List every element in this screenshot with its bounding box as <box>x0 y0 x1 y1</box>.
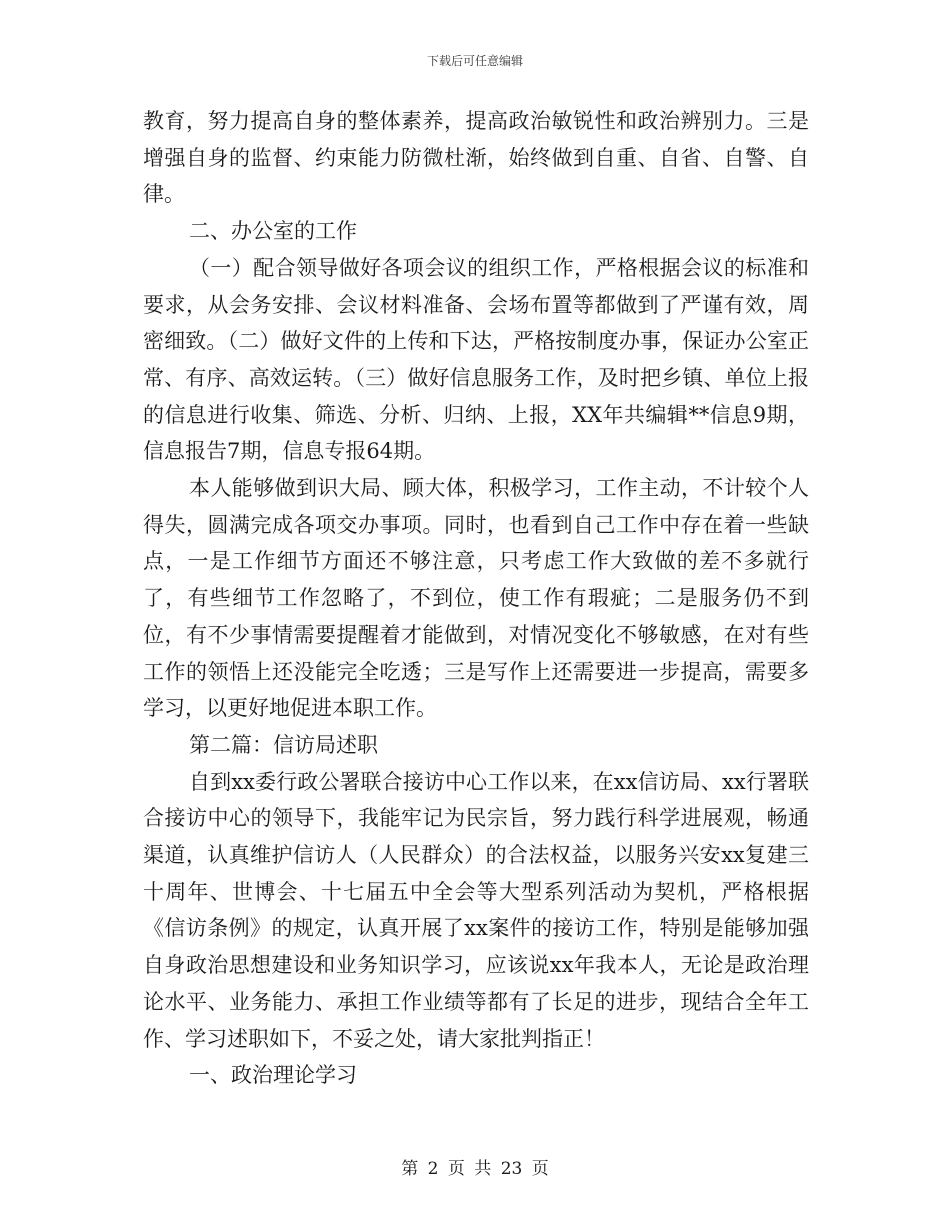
paragraph-office-duties: （一）配合领导做好各项会议的组织工作，严格根据会议的标准和要求，从会务安排、会议材料准备、会场布置等都做到了严谨有效，周密细致。（二）做好文件的上传和下达，严格按制度办事，保证办公室正常、有序、高效运转。（三）做好信息服务工作，及时把乡镇、单位上报的信息进行收集、筛选、分析、归纳、上报，XX年共编辑**信息9期，信息报告7期，信息专报64期。 <box>143 255 809 464</box>
page-header: 下载后可任意编辑 <box>426 54 523 68</box>
paragraph-self-assessment: 本人能够做到识大局、顾大体，积极学习，工作主动，不计较个人得失，圆满完成各项交办事项。同时，也看到自己工作中存在着一些缺点，一是工作细节方面还不够注意，只考虑工作大致做的差不多就行了，有些细节工作忽略了，不到位，使工作有瑕疵；二是服务仍不到位，有不少事情需要提醒着才能做到，对情况变化不够敏感，在对有些工作的领悟上还没能完全吃透；三是写作上还需要进一步提高，需要多学习，以更好地促进本职工作。 <box>143 476 809 721</box>
page-footer: 第 2 页 共 23 页 <box>401 1159 549 1179</box>
chapter-heading-second: 第二篇：信访局述职 <box>189 732 378 757</box>
document-body <box>143 103 809 1094</box>
paragraph-petition-intro: 自到xx委行政公署联合接访中心工作以来，在xx信访局、xx行署联合接访中心的领导下，我能牢记为民宗旨，努力践行科学进展观，畅通渠道，认真维护信访人（人民群众）的合法权益，以服务兴安xx复建三十周年、世博会、十七届五中全会等大型系列活动为契机，严格根据《信访条例》的规定，认真开展了xx案件的接访工作，特别是能够加强自身政治思想建设和业务知识学习，应该说xx年我本人，无论是政治理论水平、业务能力、承担工作业绩等都有了长足的进步，现结合全年工作、学习述职如下，不妥之处，请大家批判指正！ <box>143 769 809 1051</box>
section-heading-political-study: 一、政治理论学习 <box>189 1063 357 1088</box>
section-heading-office-work: 二、办公室的工作 <box>189 219 357 244</box>
paragraph-1: 教育，努力提高自身的整体素养，提高政治敏锐性和政治辨别力。三是增强自身的监督、约束能力防微杜渐，始终做到自重、自省、自警、自律。 <box>143 109 809 207</box>
